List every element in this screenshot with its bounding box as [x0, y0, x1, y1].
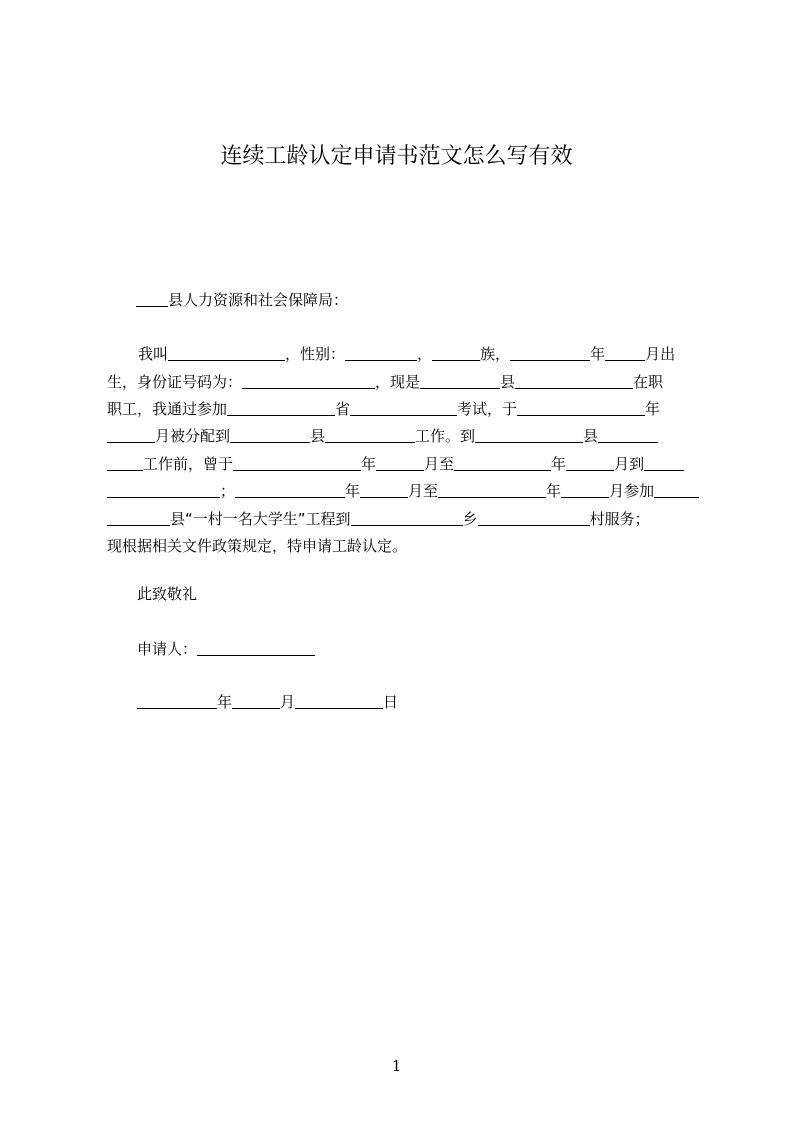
body-text: 月被分配到: [155, 427, 231, 445]
year-blank: [137, 693, 217, 709]
blank-field: [517, 400, 645, 416]
body-text: 年: [546, 482, 562, 500]
blank-field: [136, 291, 168, 307]
body-text: 现根据相关文件政策规定，特申请工龄认定。: [107, 537, 408, 554]
blank-field: [242, 373, 375, 389]
blank-field: [515, 373, 633, 389]
body-text: 省: [335, 400, 351, 418]
body-text: 族，: [480, 345, 511, 363]
body-text: 工作前，曾于: [143, 455, 234, 473]
blank-field: [235, 482, 345, 498]
applicant-signature-blank: [197, 640, 315, 656]
blank-field: [566, 455, 614, 471]
body-text: ，性别：: [285, 345, 346, 363]
blank-field: [107, 510, 170, 526]
blank-field: [233, 455, 361, 471]
blank-field: [561, 482, 609, 498]
body-text: 职工，我通过参加: [107, 400, 228, 418]
body-text: 在职: [633, 373, 664, 391]
body-text: 年: [345, 482, 361, 500]
body-line-3: [107, 399, 660, 419]
blank-field: [510, 345, 590, 361]
page-number: 1: [391, 1057, 402, 1075]
body-line-5: [107, 454, 684, 474]
document-title: 连续工龄认定申请书范文怎么写有效: [220, 144, 573, 169]
date-month-label: 月: [280, 693, 296, 711]
body-text: 年: [361, 455, 377, 473]
body-text: 月至: [408, 482, 439, 500]
body-line-4: [107, 426, 658, 446]
body-text: 工作。到: [415, 427, 476, 445]
month-blank: [232, 693, 280, 709]
blank-field: [598, 427, 658, 443]
body-paragraph: [107, 344, 699, 554]
blank-field: [654, 482, 699, 498]
body-line-6: [107, 481, 699, 501]
body-text: 我叫: [138, 345, 169, 363]
body-text: 村服务；: [589, 510, 650, 528]
body-text: 月到: [614, 455, 645, 473]
blank-field: [360, 482, 408, 498]
blank-field: [230, 427, 310, 443]
blank-field: [168, 345, 285, 361]
closing-line: 此致敬礼: [137, 585, 198, 603]
body-text: 县: [310, 427, 326, 445]
body-text: ，: [417, 345, 433, 363]
body-text: 月参加: [609, 482, 655, 500]
body-text: 县: [500, 373, 516, 391]
blank-field: [351, 510, 463, 526]
body-text: 年: [590, 345, 606, 363]
body-text: 年: [551, 455, 567, 473]
body-text: 生，身份证号码为：: [107, 373, 243, 391]
blank-field: [107, 455, 143, 471]
body-line-2: [107, 372, 663, 392]
applicant-line: [137, 639, 315, 659]
body-text: 月出: [645, 345, 676, 363]
blank-field: [438, 482, 546, 498]
body-line-8: [107, 536, 407, 554]
blank-field: [420, 373, 500, 389]
body-text: ；: [220, 482, 236, 500]
body-text: 年: [645, 400, 661, 418]
body-text: 乡: [462, 510, 478, 528]
blank-field: [227, 400, 335, 416]
blank-field: [432, 345, 480, 361]
blank-field: [107, 427, 155, 443]
day-blank: [295, 693, 383, 709]
date-line: [137, 692, 398, 712]
blank-field: [605, 345, 645, 361]
body-line-1: [138, 344, 675, 364]
body-line-7: [107, 509, 650, 529]
date-year-label: 年: [217, 693, 233, 711]
blank-field: [478, 510, 590, 526]
body-text: 县“一村一名大学生”工程到: [170, 510, 351, 528]
blank-field: [350, 400, 457, 416]
blank-field: [107, 482, 220, 498]
blank-field: [454, 455, 551, 471]
date-day-label: 日: [383, 693, 399, 711]
blank-field: [475, 427, 583, 443]
body-text: ，现是: [375, 373, 421, 391]
salutation-line: [136, 290, 348, 310]
salutation-text: 县人力资源和社会保障局：: [168, 291, 349, 309]
blank-field: [644, 455, 684, 471]
blank-field: [345, 345, 417, 361]
body-text: 月至: [424, 455, 455, 473]
blank-field: [376, 455, 424, 471]
body-text: 考试，于: [457, 400, 518, 418]
applicant-label: 申请人：: [137, 640, 198, 658]
blank-field: [325, 427, 415, 443]
body-text: 县: [583, 427, 599, 445]
